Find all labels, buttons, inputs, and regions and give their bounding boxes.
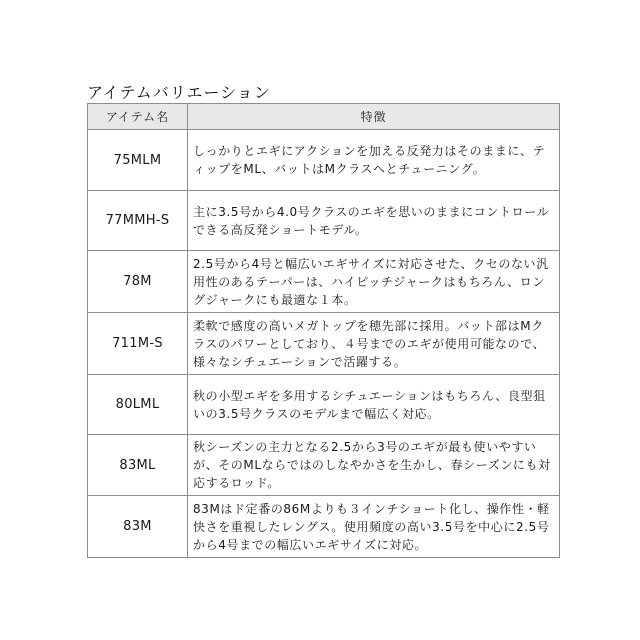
item-description: 2.5号から4号と幅広いエギサイズに対応させた、クセのない汎用性のあるテーパーは、ハイピッチジャークはもちろん、ロングジャークにも最適な１本。 <box>188 251 560 313</box>
item-name: 83M <box>88 496 188 558</box>
table-row <box>88 191 560 251</box>
header-item-name: アイテム名 <box>88 104 188 130</box>
table-row <box>88 496 560 558</box>
item-description: しっかりとエギにアクションを加える反発力はそのままに、ティップをML、バットはMクラスへとチューニング。 <box>188 130 560 191</box>
item-name: 77MMH-S <box>88 191 188 251</box>
header-features: 特徴 <box>188 104 560 130</box>
table-row <box>88 435 560 496</box>
section-title: アイテムバリエーション <box>87 83 271 102</box>
item-description: 秋シーズンの主力となる2.5から3号のエギが最も使いやすいが、そのMLならではのしなやかさを生かし、春シーズンにも対応するロッド。 <box>188 435 560 496</box>
table-row <box>88 251 560 313</box>
item-name: 83ML <box>88 435 188 496</box>
table-header-row <box>88 104 560 130</box>
item-name: 80LML <box>88 375 188 435</box>
table-row <box>88 313 560 375</box>
item-name: 711M-S <box>88 313 188 375</box>
table-row <box>88 375 560 435</box>
item-name: 78M <box>88 251 188 313</box>
item-description: 主に3.5号から4.0号クラスのエギを思いのままにコントロールできる高反発ショートモデル。 <box>188 191 560 251</box>
item-name: 75MLM <box>88 130 188 191</box>
table-row <box>88 130 560 191</box>
item-description: 秋の小型エギを多用するシチュエーションはもちろん、良型狙いの3.5号クラスのモデルまで幅広く対応。 <box>188 375 560 435</box>
item-variation-table <box>87 103 560 558</box>
item-description: 83Mはド定番の86Mよりも３インチショート化し、操作性・軽快さを重視したレングス。使用頻度の高い3.5号を中心に2.5号から4号までの幅広いエギサイズに対応。 <box>188 496 560 558</box>
item-description: 柔軟で感度の高いメガトップを穂先部に採用。バット部はMクラスのパワーとしており、４号までのエギが使用可能なので、様々なシチュエーションで活躍する。 <box>188 313 560 375</box>
